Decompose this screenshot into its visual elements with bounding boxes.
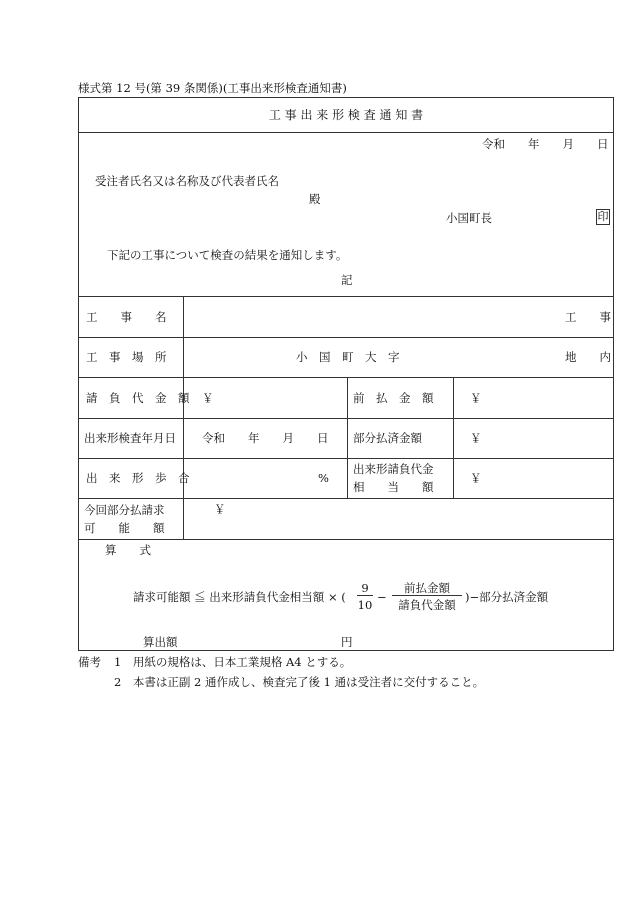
middle-column-divider — [347, 377, 348, 498]
result-unit: 円 — [341, 635, 353, 649]
notes-label: 備考 — [78, 655, 101, 669]
claimable-yen: ￥ — [214, 502, 226, 516]
row-divider — [78, 377, 614, 378]
fraction-bar — [357, 595, 373, 596]
table-top-divider — [78, 296, 614, 297]
contract-amount-label: 請 負 代 金 額 — [86, 391, 190, 405]
note-item-2: 2 本書は正副 2 通作成し、検査完了後 1 通は受注者に交付すること。 — [114, 675, 485, 689]
advance-payment-label: 前 払 金 額 — [353, 391, 434, 405]
notice-text: 下記の工事について検査の結果を通知します。 — [107, 248, 348, 262]
fraction2-denominator: 請負代金額 — [398, 598, 456, 612]
seal-mark: 印 — [597, 210, 609, 223]
formula-tail: )−部分払済金額 — [465, 590, 549, 604]
right-column-divider — [453, 377, 454, 498]
inspection-date-value: 令和 年 月 日 — [202, 431, 329, 445]
row-divider — [78, 337, 614, 338]
row-divider — [78, 458, 614, 459]
fraction-denominator: 10 — [357, 598, 373, 612]
formula-heading: 算 式 — [105, 543, 151, 557]
fraction2-numerator: 前払金額 — [404, 581, 450, 595]
fraction2-bar — [392, 595, 462, 596]
title-divider — [78, 132, 614, 133]
row-divider — [78, 498, 614, 499]
label-column-divider — [183, 296, 184, 539]
location-label: 工 事 場 所 — [86, 350, 167, 364]
formula-minus: − — [377, 590, 387, 604]
completed-amount-label-line1: 出来形請負代金 — [353, 462, 434, 476]
location-value: 小 国 町 大 字 — [296, 350, 400, 364]
note-item-1: 1 用紙の規格は、日本工業規格 A4 とする。 — [114, 655, 352, 669]
inspection-date-label: 出来形検査年月日 — [84, 431, 176, 445]
completed-amount-label-line2: 相 当 額 — [353, 480, 434, 494]
project-name-suffix: 工 事 — [565, 310, 611, 324]
claimable-label-line1: 今回部分払請求 — [84, 503, 165, 517]
ki-mark: 記 — [341, 273, 353, 287]
partial-paid-yen: ￥ — [470, 431, 482, 445]
project-name-label: 工 事 名 — [86, 310, 167, 324]
formula-lhs: 請求可能額 ≦ 出来形請負代金相当額 × ( — [133, 590, 346, 604]
completed-amount-yen: ￥ — [470, 471, 482, 485]
issue-date: 令和 年 月 日 — [482, 137, 609, 151]
contract-amount-yen: ￥ — [202, 391, 214, 405]
percent-sign: % — [318, 471, 329, 485]
formula-divider — [78, 539, 614, 540]
claimable-label-line2: 可 能 額 — [84, 521, 165, 535]
location-suffix: 地 内 — [565, 350, 611, 364]
partial-paid-label: 部分払済金額 — [353, 431, 422, 445]
document-title: 工 事 出 来 形 検 査 通 知 書 — [268, 108, 424, 122]
row-divider — [78, 418, 614, 419]
form-number-header: 様式第 12 号(第 39 条関係)(工事出来形検査通知書) — [78, 81, 347, 95]
progress-rate-label: 出 来 形 歩 合 — [86, 471, 190, 485]
recipient-label: 受注者氏名又は名称及び代表者氏名 — [95, 174, 279, 188]
honorific: 殿 — [309, 192, 321, 206]
fraction-numerator: 9 — [361, 581, 369, 595]
result-label: 算出額 — [143, 635, 178, 649]
issuer-name: 小国町長 — [446, 211, 492, 225]
advance-payment-yen: ￥ — [470, 391, 482, 405]
